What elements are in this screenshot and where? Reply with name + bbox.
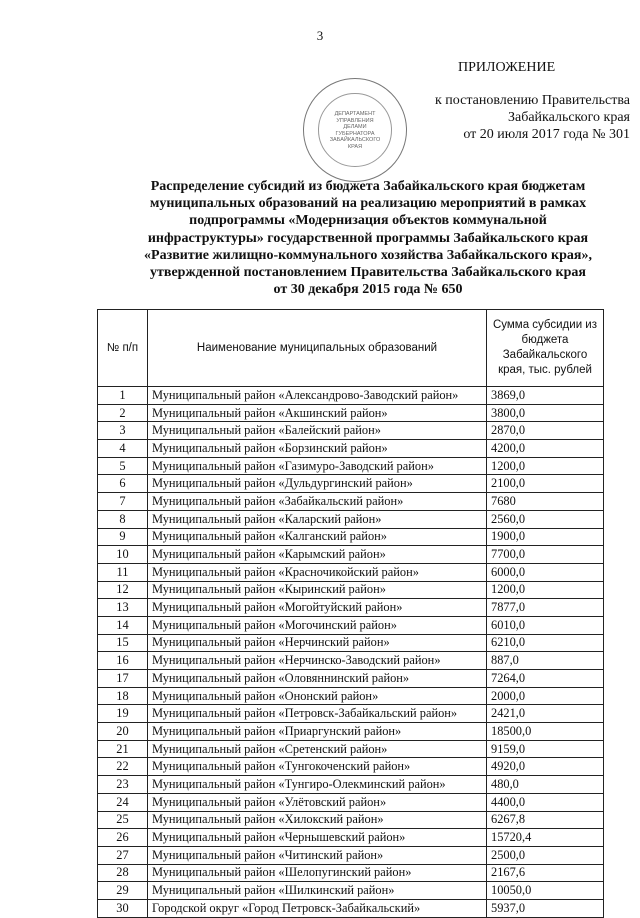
cell-sum: 887,0	[487, 652, 604, 670]
cell-num: 3	[98, 422, 148, 440]
cell-num: 25	[98, 811, 148, 829]
cell-num: 22	[98, 758, 148, 776]
cell-sum: 5937,0	[487, 899, 604, 917]
cell-name: Муниципальный район «Приаргунский район»	[148, 723, 487, 741]
cell-name: Муниципальный район «Читинский район»	[148, 846, 487, 864]
cell-sum: 10050,0	[487, 882, 604, 900]
table-row	[98, 829, 604, 847]
cell-name: Муниципальный район «Хилокский район»	[148, 811, 487, 829]
table-row	[98, 740, 604, 758]
cell-num: 21	[98, 740, 148, 758]
cell-num: 23	[98, 776, 148, 794]
cell-name: Муниципальный район «Петровск-Забайкальский район»	[148, 705, 487, 723]
cell-name: Муниципальный район «Нерчинский район»	[148, 634, 487, 652]
table-row	[98, 634, 604, 652]
cell-num: 12	[98, 581, 148, 599]
cell-name: Муниципальный район «Дульдургинский район»	[148, 475, 487, 493]
cell-sum: 2500,0	[487, 846, 604, 864]
cell-sum: 4400,0	[487, 793, 604, 811]
cell-name: Муниципальный район «Нерчинско-Заводский район»	[148, 652, 487, 670]
cell-num: 29	[98, 882, 148, 900]
cell-name: Муниципальный район «Балейский район»	[148, 422, 487, 440]
cell-sum: 1200,0	[487, 581, 604, 599]
table-row	[98, 404, 604, 422]
cell-num: 19	[98, 705, 148, 723]
cell-num: 16	[98, 652, 148, 670]
table-row	[98, 705, 604, 723]
table-row	[98, 776, 604, 794]
table-row	[98, 687, 604, 705]
subsidy-table	[97, 309, 604, 918]
cell-name: Муниципальный район «Калганский район»	[148, 528, 487, 546]
decree-line-1: к постановлению Правительства	[434, 93, 630, 108]
document-title: Распределение субсидий из бюджета Забайкальского края бюджетам муниципальных образований на реализацию мероприятий в рамках подпрограммы «Модернизация объектов коммунальной инфраструктуры» государственной программы Забайкальского края «Развитие жилищно-коммунального хозяйства Забайкальского края», утвержденной постановлением Правительства Забайкальского края от 30 декабря 2015 года № 650	[144, 179, 592, 298]
cell-sum: 2421,0	[487, 705, 604, 723]
cell-num: 20	[98, 723, 148, 741]
table-row	[98, 846, 604, 864]
cell-num: 2	[98, 404, 148, 422]
cell-sum: 6210,0	[487, 634, 604, 652]
cell-num: 4	[98, 440, 148, 458]
appendix-label: ПРИЛОЖЕНИЕ	[458, 60, 556, 75]
table-row	[98, 475, 604, 493]
cell-sum: 1200,0	[487, 457, 604, 475]
cell-sum: 4920,0	[487, 758, 604, 776]
cell-sum: 7680	[487, 493, 604, 511]
cell-name: Муниципальный район «Красночикойский район»	[148, 563, 487, 581]
cell-sum: 4200,0	[487, 440, 604, 458]
cell-num: 1	[98, 387, 148, 405]
cell-name: Муниципальный район «Карымский район»	[148, 546, 487, 564]
decree-reference	[410, 92, 630, 143]
cell-sum: 7700,0	[487, 546, 604, 564]
cell-name: Муниципальный район «Оловяннинский район»	[148, 670, 487, 688]
cell-num: 27	[98, 846, 148, 864]
cell-num: 26	[98, 829, 148, 847]
page-number: 3	[316, 28, 324, 43]
cell-name: Муниципальный район «Газимуро-Заводский район»	[148, 457, 487, 475]
table-row	[98, 599, 604, 617]
table-row	[98, 882, 604, 900]
cell-name: Городской округ «Город Петровск-Забайкальский»	[148, 899, 487, 917]
table-row	[98, 616, 604, 634]
cell-name: Муниципальный район «Тунгиро-Олекминский район»	[148, 776, 487, 794]
table-row	[98, 652, 604, 670]
cell-num: 28	[98, 864, 148, 882]
cell-sum: 1900,0	[487, 528, 604, 546]
stamp-text: ДЕПАРТАМЕНТ УПРАВЛЕНИЯ ДЕЛАМИ ГУБЕРНАТОРА ЗАБАЙКАЛЬСКОГО КРАЯ	[329, 111, 381, 150]
table-row	[98, 493, 604, 511]
cell-sum: 480,0	[487, 776, 604, 794]
cell-num: 24	[98, 793, 148, 811]
cell-sum: 6000,0	[487, 563, 604, 581]
header-number: № п/п	[98, 310, 148, 387]
cell-num: 14	[98, 616, 148, 634]
cell-name: Муниципальный район «Могочинский район»	[148, 616, 487, 634]
table-row	[98, 581, 604, 599]
cell-num: 8	[98, 510, 148, 528]
cell-sum: 15720,4	[487, 829, 604, 847]
header-subsidy-amount: Сумма субсидии из бюджета Забайкальского края, тыс. рублей	[487, 310, 604, 387]
cell-sum: 7264,0	[487, 670, 604, 688]
cell-sum: 6010,0	[487, 616, 604, 634]
cell-num: 9	[98, 528, 148, 546]
cell-sum: 2000,0	[487, 687, 604, 705]
decree-line-3: от 20 июля 2017 года № 301	[463, 127, 630, 142]
table-row	[98, 457, 604, 475]
table-row	[98, 510, 604, 528]
cell-num: 13	[98, 599, 148, 617]
table-row	[98, 528, 604, 546]
cell-name: Муниципальный район «Шелопугинский район»	[148, 864, 487, 882]
cell-sum: 2560,0	[487, 510, 604, 528]
table-row	[98, 793, 604, 811]
cell-name: Муниципальный район «Кыринский район»	[148, 581, 487, 599]
cell-sum: 3800,0	[487, 404, 604, 422]
cell-sum: 6267,8	[487, 811, 604, 829]
official-seal-stamp	[303, 78, 407, 182]
table-body	[98, 387, 604, 918]
cell-name: Муниципальный район «Александрово-Заводский район»	[148, 387, 487, 405]
cell-num: 5	[98, 457, 148, 475]
table-row	[98, 723, 604, 741]
cell-sum: 2870,0	[487, 422, 604, 440]
cell-sum: 3869,0	[487, 387, 604, 405]
decree-line-2: Забайкальского края	[507, 110, 630, 125]
cell-num: 17	[98, 670, 148, 688]
header-municipality: Наименование муниципальных образований	[148, 310, 487, 387]
table-row	[98, 864, 604, 882]
cell-name: Муниципальный район «Сретенский район»	[148, 740, 487, 758]
cell-name: Муниципальный район «Борзинский район»	[148, 440, 487, 458]
cell-sum: 18500,0	[487, 723, 604, 741]
table-row	[98, 670, 604, 688]
cell-sum: 7877,0	[487, 599, 604, 617]
cell-num: 7	[98, 493, 148, 511]
cell-sum: 2167,6	[487, 864, 604, 882]
cell-sum: 9159,0	[487, 740, 604, 758]
table-header-row	[98, 310, 604, 387]
cell-name: Муниципальный район «Чернышевский район»	[148, 829, 487, 847]
cell-name: Муниципальный район «Шилкинский район»	[148, 882, 487, 900]
cell-name: Муниципальный район «Тунгокоченский район»	[148, 758, 487, 776]
cell-num: 11	[98, 563, 148, 581]
table-row	[98, 546, 604, 564]
cell-num: 6	[98, 475, 148, 493]
cell-num: 10	[98, 546, 148, 564]
cell-name: Муниципальный район «Забайкальский район»	[148, 493, 487, 511]
table-row	[98, 563, 604, 581]
cell-name: Муниципальный район «Ононский район»	[148, 687, 487, 705]
cell-name: Муниципальный район «Акшинский район»	[148, 404, 487, 422]
cell-num: 30	[98, 899, 148, 917]
cell-name: Муниципальный район «Улётовский район»	[148, 793, 487, 811]
cell-sum: 2100,0	[487, 475, 604, 493]
cell-num: 18	[98, 687, 148, 705]
cell-name: Муниципальный район «Могойтуйский район»	[148, 599, 487, 617]
table-row	[98, 387, 604, 405]
table-row	[98, 899, 604, 917]
table-row	[98, 811, 604, 829]
table-row	[98, 422, 604, 440]
table-row	[98, 440, 604, 458]
cell-num: 15	[98, 634, 148, 652]
cell-name: Муниципальный район «Каларский район»	[148, 510, 487, 528]
table-row	[98, 758, 604, 776]
